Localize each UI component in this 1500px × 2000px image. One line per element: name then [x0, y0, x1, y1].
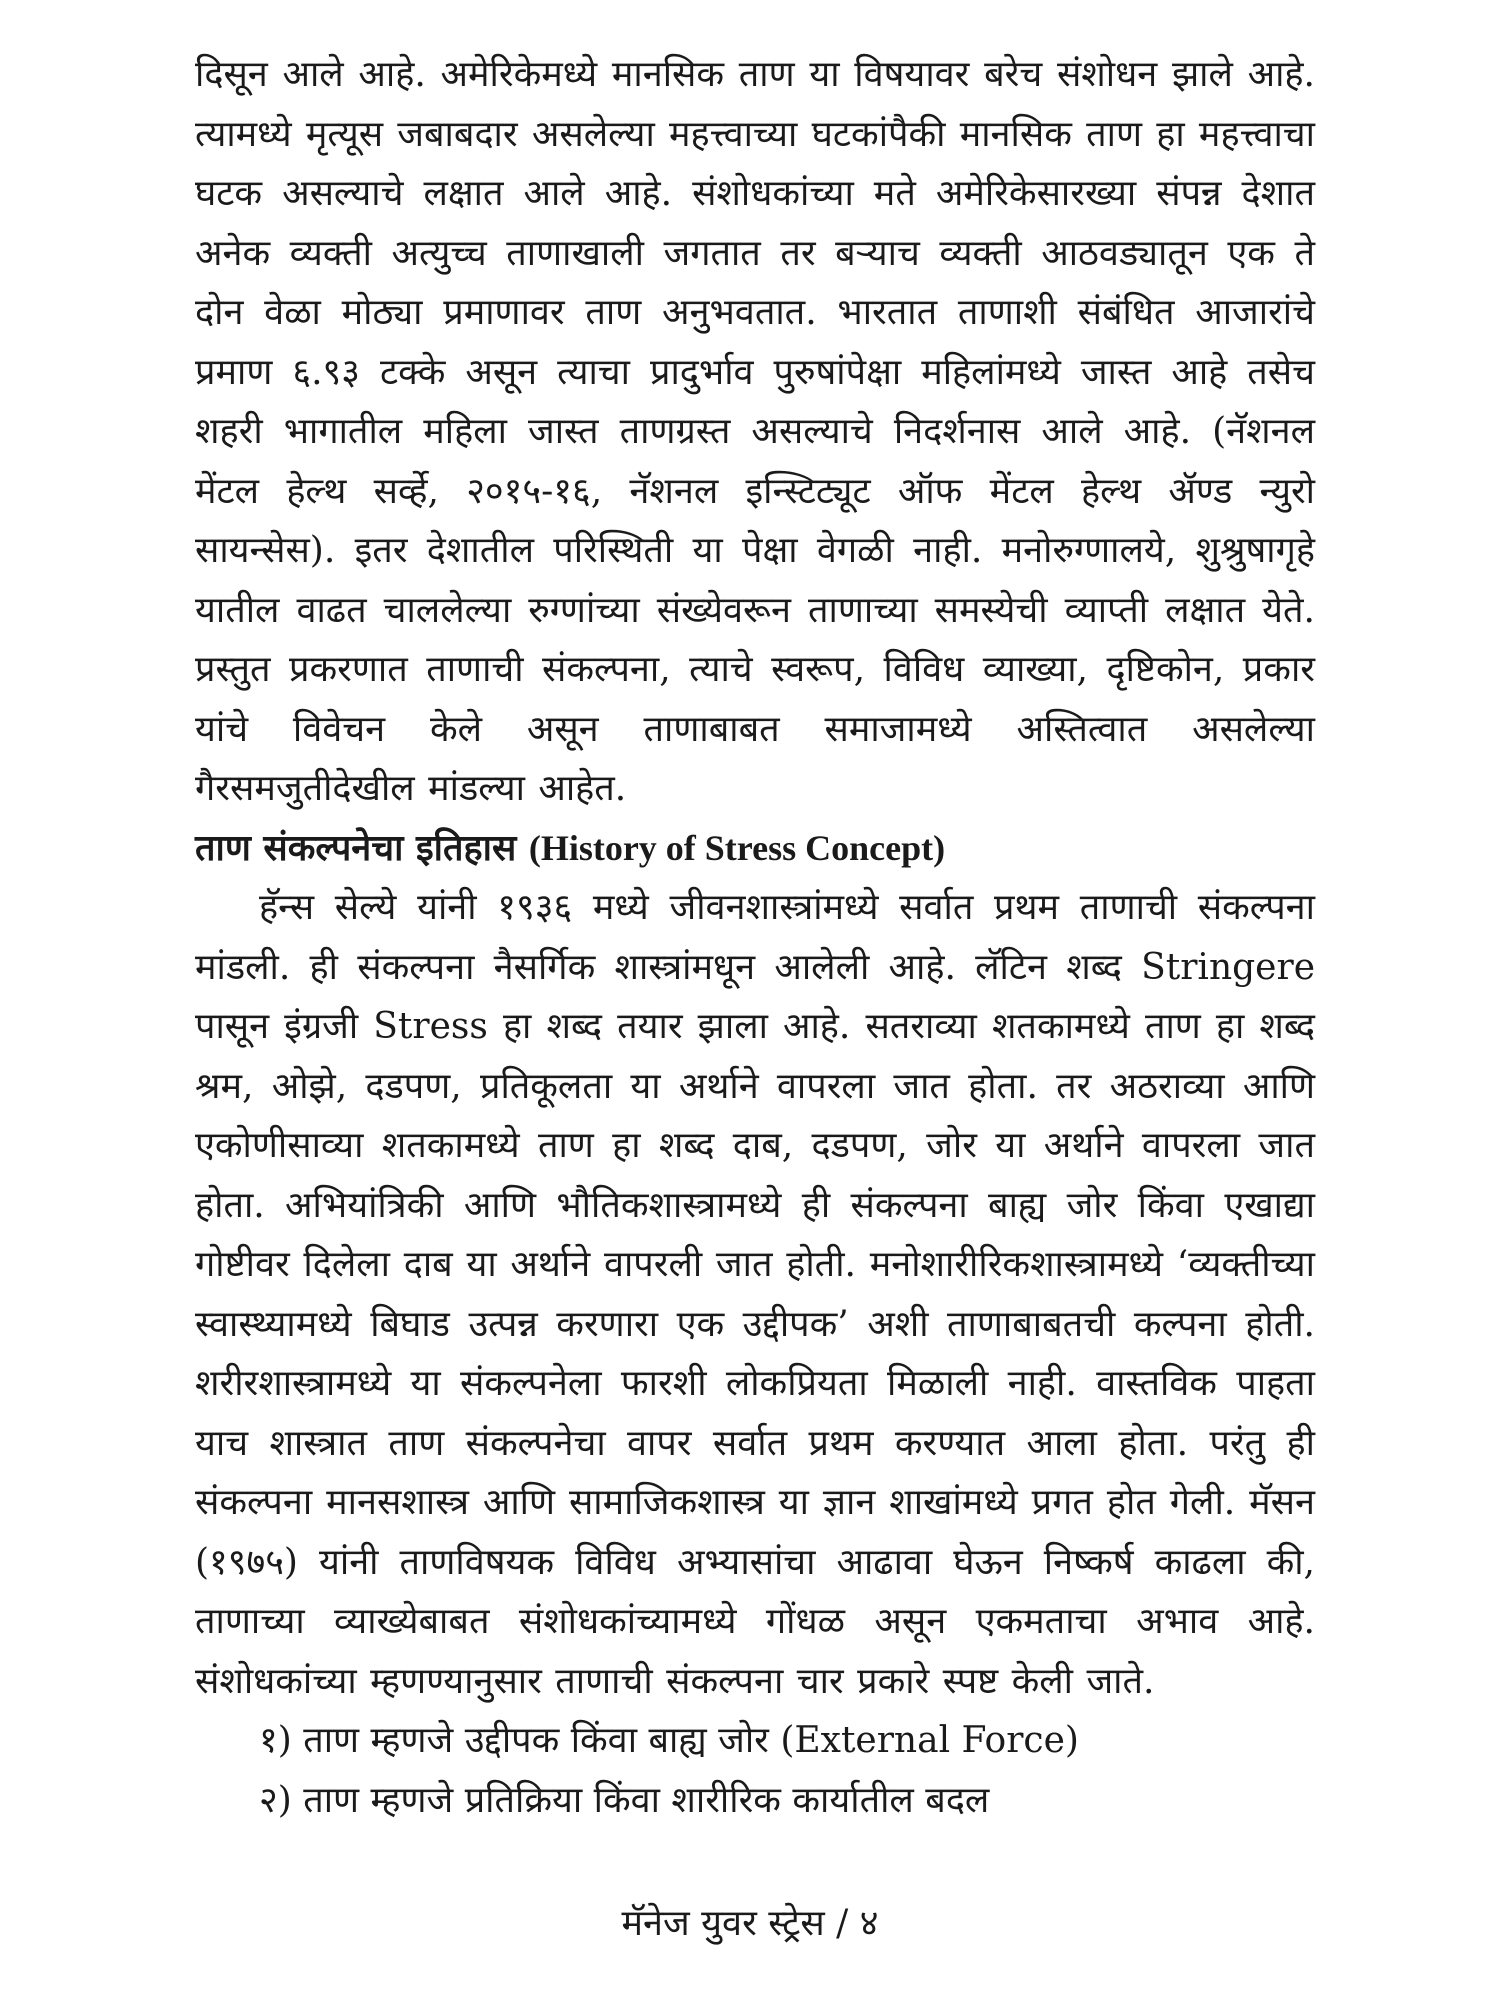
- section-heading-marathi: ताण संकल्पनेचा इतिहास: [195, 826, 517, 869]
- list-item: २) ताण म्हणजे प्रतिक्रिया किंवा शारीरिक कार्यातील बदल: [259, 1779, 990, 1821]
- concept-list: [195, 1711, 1315, 1830]
- intro-paragraph: दिसून आले आहे. अमेरिकेमध्ये मानसिक ताण या विषयावर बरेच संशोधन झाले आहे. त्यामध्ये मृत्यूस जबाबदार असलेल्या महत्त्वाच्या घटकांपैकी मानसिक ताण हा महत्त्वाचा घटक असल्याचे लक्षात आले आहे. संशोधकांच्या मते अमेरिकेसारख्या संपन्न देशात अनेक व्यक्ती अत्युच्च ताणाखाली जगतात तर बऱ्याच व्यक्ती आठवड्यातून एक ते दोन वेळा मोठ्या प्रमाणावर ताण अनुभवतात. भारतात ताणाशी संबंधित आजारांचे प्रमाण ६.९३ टक्के असून त्याचा प्रादुर्भाव पुरुषांपेक्षा महिलांमध्ये जास्त आहे तसेच शहरी भागातील महिला जास्त ताणग्रस्त असल्याचे निदर्शनास आले आहे. (नॅशनल मेंटल हेल्थ सर्व्हे, २०१५-१६, नॅशनल इन्स्टिट्यूट ऑफ मेंटल हेल्थ ॲण्ड न्युरो सायन्सेस). इतर देशातील परिस्थिती या पेक्षा वेगळी नाही. मनोरुग्णालये, शुश्रुषागृहे यातील वाढत चाललेल्या रुग्णांच्या संख्येवरून ताणाच्या समस्येची व्याप्ती लक्षात येते. प्रस्तुत प्रकरणात ताणाची संकल्पना, त्याचे स्वरूप, विविध व्याख्या, दृष्टिकोन, प्रकार यांचे विवेचन केले असून ताणाबाबत समाजामध्ये अस्तित्वात असलेल्या गैरसमजुतीदेखील मांडल्या आहेत.: [195, 54, 1315, 809]
- page-footer: मॅनेज युवर स्ट्रेस / ४: [621, 1903, 879, 1944]
- page-body: [195, 45, 1315, 1830]
- section-heading: [195, 819, 1315, 879]
- history-paragraph: हॅन्स सेल्ये यांनी १९३६ मध्ये जीवनशास्त्रांमध्ये सर्वात प्रथम ताणाची संकल्पना मांडली. ही संकल्पना नैसर्गिक शास्त्रांमधून आलेली आहे. लॅटिन शब्द Stringere पासून इंग्रजी Stress हा शब्द तयार झाला आहे. सतराव्या शतकामध्ये ताण हा शब्द श्रम, ओझे, दडपण, प्रतिकूलता या अर्थाने वापरला जात होता. तर अठराव्या आणि एकोणीसाव्या शतकामध्ये ताण हा शब्द दाब, दडपण, जोर या अर्थाने वापरला जात होता. अभियांत्रिकी आणि भौतिकशास्त्रामध्ये ही संकल्पना बाह्य जोर किंवा एखाद्या गोष्टीवर दिलेला दाब या अर्थाने वापरली जात होती. मनोशारीरिकशास्त्रामध्ये ‘व्यक्तीच्या स्वास्थ्यामध्ये बिघाड उत्पन्न करणारा एक उद्दीपक’ अशी ताणाबाबतची कल्पना होती. शरीरशास्त्रामध्ये या संकल्पनेला फारशी लोकप्रियता मिळाली नाही. वास्तविक पाहता याच शास्त्रात ताण संकल्पनेचा वापर सर्वात प्रथम करण्यात आला होता. परंतु ही संकल्पना मानसशास्त्र आणि सामाजिकशास्त्र या ज्ञान शाखांमध्ये प्रगत होत गेली. मॅसन (१९७५) यांनी ताणविषयक विविध अभ्यासांचा आढावा घेऊन निष्कर्ष काढला की, ताणाच्या व्याख्येबाबत संशोधकांच्यामध्ये गोंधळ असून एकमताचा अभाव आहे. संशोधकांच्या म्हणण्यानुसार ताणाची संकल्पना चार प्रकारे स्पष्ट केली जाते.: [195, 887, 1315, 1702]
- list-item: १) ताण म्हणजे उद्दीपक किंवा बाह्य जोर (External Force): [259, 1720, 1079, 1761]
- section-heading-english: (History of Stress Concept): [528, 827, 946, 868]
